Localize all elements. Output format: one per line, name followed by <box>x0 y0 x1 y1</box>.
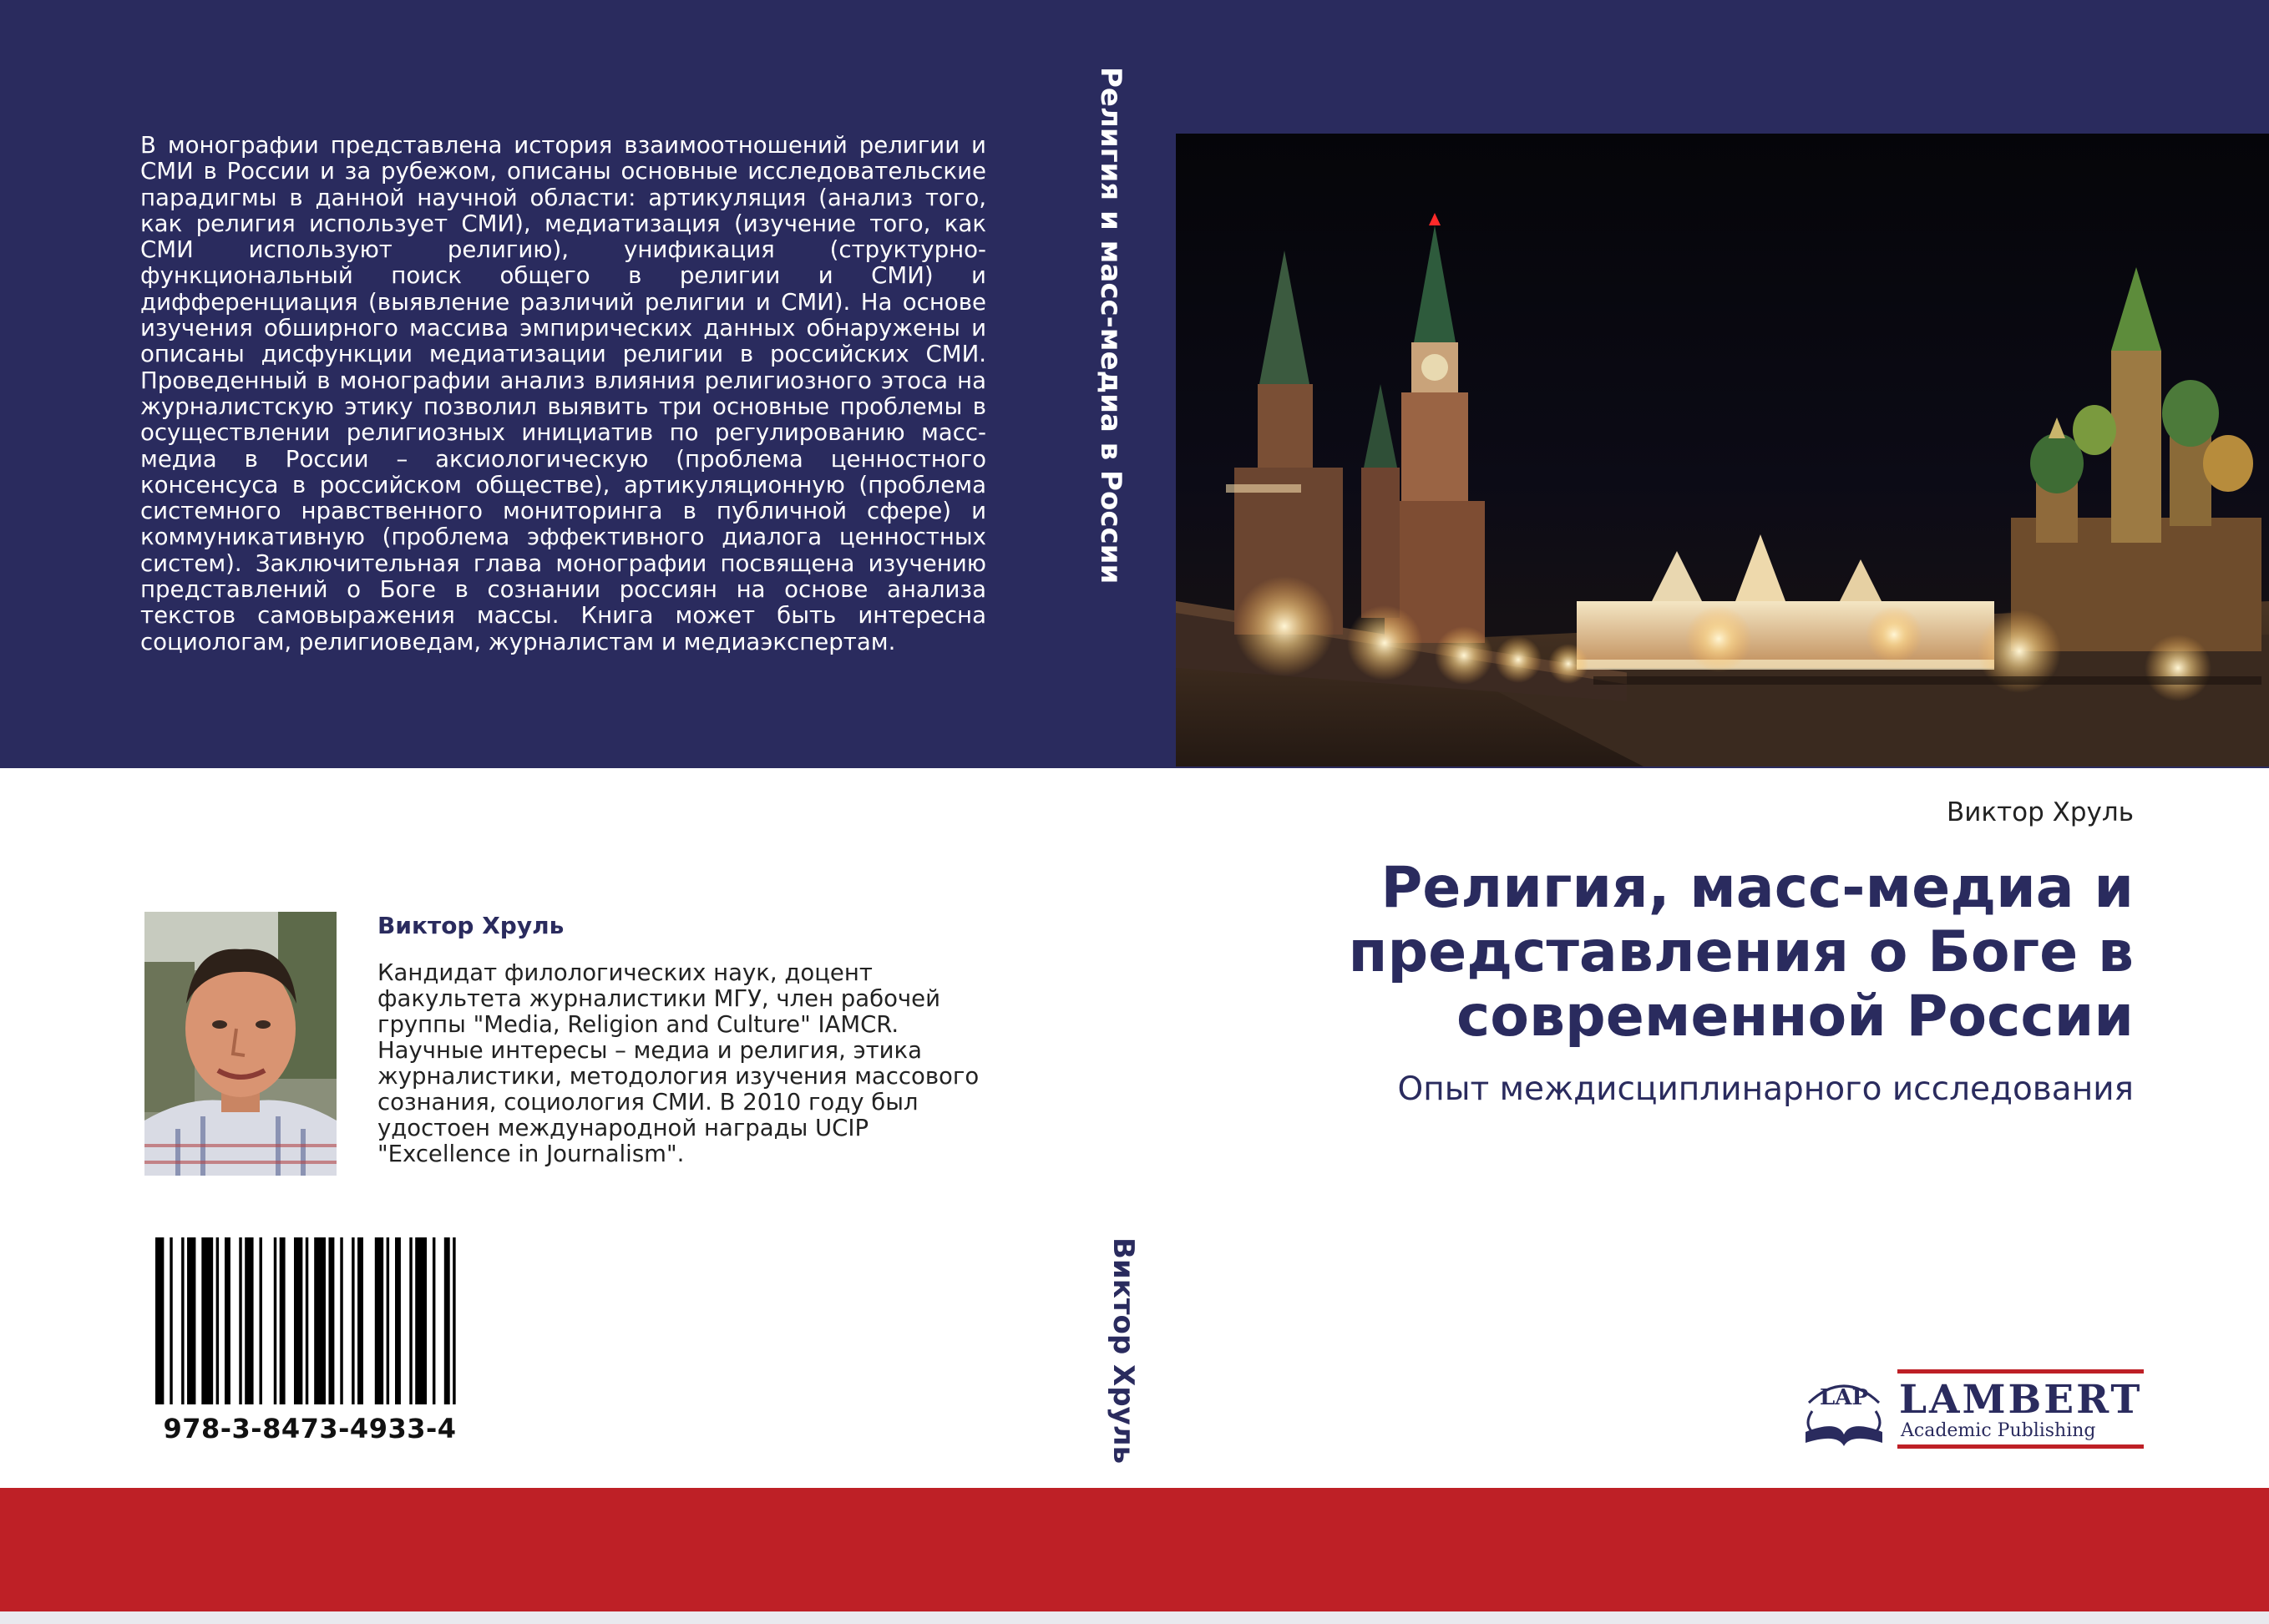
barcode-bar <box>433 1237 435 1404</box>
barcode-bar <box>225 1237 230 1404</box>
barcode-bar <box>170 1237 172 1404</box>
publisher-logo <box>1795 1361 2146 1453</box>
barcode-bar <box>201 1237 213 1404</box>
barcode-bar <box>280 1237 286 1404</box>
barcode-bar <box>357 1237 363 1404</box>
lambert-logo-graphic <box>1795 1361 2146 1453</box>
barcode-bar <box>306 1237 308 1404</box>
barcode-bar <box>245 1237 253 1404</box>
barcode-bar <box>216 1237 219 1404</box>
barcode-bar <box>352 1237 354 1404</box>
barcode-bar <box>453 1237 455 1404</box>
barcode-bars <box>155 1237 464 1404</box>
barcode-bar <box>314 1237 326 1404</box>
barcode-bar <box>395 1237 401 1404</box>
back-cover-blurb: В монографии представлена история взаимоотношений религии и СМИ в России и за рубежом, описаны основные исследовательские парадигмы в данной научной области: артикуляция (анализ того, как религия использует СМИ), медиатизация (изучение того, как СМИ используют религию), унификация (структурно-функциональный поиск общего в религии и СМИ) и дифференциация (выявление различий религии и СМИ). На основе изучения обширного массива эмпирических данных обнаружены и описаны дисфункции медиатизации религии в российских СМИ. Проведенный в монографии анализ влияния религиозного этоса на журналистскую этику позволил выявить три основные проблемы в осуществлении религиозных инициатив по регулированию масс-медиа в России – аксиологическую (проблема ценностного консенсуса в российском обществе), артикуляционную (проблема системного нравственного мониторинга в публичной сфере) и коммуникативную (проблема эффективного диалога ценностных систем). Заключительная глава монографии посвящена изучению представлений о Боге в сознании россиян на основе анализа текстов самовыражения массы. Книга может быть интересна социологам, религиоведам, журналистам и медиаэкспертам. <box>140 131 986 655</box>
bio-author-name: Виктор Хруль <box>377 912 565 939</box>
barcode-bar <box>294 1237 302 1404</box>
barcode-bar <box>181 1237 184 1404</box>
author-bio: Кандидат филологических наук, доцент факультета журналистики МГУ, член рабочей группы "Media, Religion and Culture" IAMCR. Научные интересы – медиа и религия, этика журналистики, методология изучения массового сознания, социология СМИ. В 2010 году был удостоен международной награды UCIP "Excellence in Journalism". <box>377 959 980 1167</box>
cover-photo-illustration <box>1176 134 2269 766</box>
front-cover-title: Религия, масс-медиа и представления о Боге в современной России <box>1348 855 2134 1050</box>
barcode-bar <box>328 1237 334 1404</box>
spine-author: Виктор Хруль <box>1107 1237 1140 1465</box>
isbn-number: 978-3-8473-4933-4 <box>163 1413 457 1444</box>
barcode-bar <box>415 1237 427 1404</box>
publisher-emblem-text: LAP <box>1819 1385 1869 1410</box>
front-cover-subtitle: Опыт междисциплинарного исследования <box>1397 1070 2134 1108</box>
barcode-bar <box>387 1237 389 1404</box>
barcode-bar <box>444 1237 450 1404</box>
barcode-bar <box>187 1237 195 1404</box>
author-portrait <box>144 912 337 1176</box>
bottom-red-band <box>0 1488 2269 1624</box>
cover-photo-red-square-night <box>1176 134 2269 766</box>
spine-title: Религия и масс-медиа в России <box>1094 67 1127 584</box>
publisher-tagline: Academic Publishing <box>1901 1420 2096 1441</box>
barcode-bar <box>274 1237 276 1404</box>
author-portrait-illustration <box>144 912 337 1176</box>
barcode-bar <box>409 1237 412 1404</box>
barcode-bar <box>155 1237 164 1404</box>
isbn-barcode <box>155 1237 464 1404</box>
barcode-bar <box>239 1237 241 1404</box>
front-cover-author: Виктор Хруль <box>1946 797 2134 827</box>
barcode-bar <box>375 1237 383 1404</box>
bottom-edge-strip <box>0 1611 2269 1624</box>
barcode-bar <box>259 1237 261 1404</box>
publisher-name: LAMBERT <box>1899 1377 2143 1423</box>
barcode-bar <box>340 1237 342 1404</box>
